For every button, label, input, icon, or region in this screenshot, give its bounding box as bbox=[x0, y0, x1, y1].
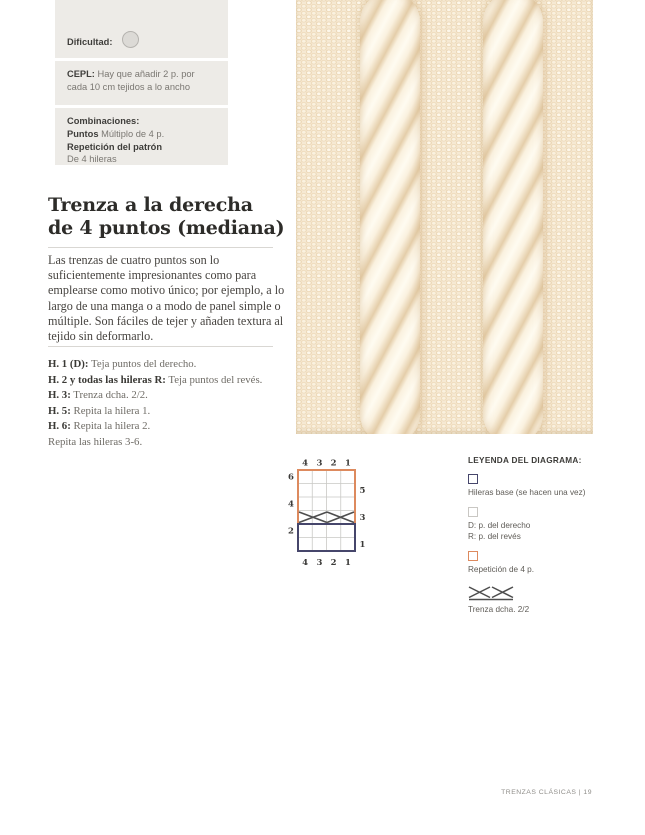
base-rows-swatch-icon bbox=[468, 474, 478, 484]
legend-label: D: p. del derecho bbox=[468, 521, 531, 530]
svg-text:2: 2 bbox=[330, 558, 337, 568]
chart-left-numbers bbox=[288, 473, 294, 537]
instruction-row: Repita las hileras 3-6. bbox=[48, 435, 143, 448]
cepl-section bbox=[55, 61, 228, 105]
pattern-info-box bbox=[55, 0, 228, 168]
chart-legend bbox=[468, 455, 608, 624]
page-footer: TRENZAS CLÁSICAS | 19 bbox=[501, 789, 592, 796]
legend-label: Trenza dcha. 2/2 bbox=[468, 605, 530, 614]
repeat-swatch-icon bbox=[468, 551, 478, 561]
divider bbox=[48, 346, 273, 347]
chart-grid bbox=[298, 470, 355, 551]
svg-text:3: 3 bbox=[359, 513, 366, 523]
divider bbox=[48, 247, 273, 248]
knit-purl-swatch-icon bbox=[468, 507, 478, 517]
pattern-repeat-label: Repetición del patrón bbox=[67, 141, 163, 152]
chart-bottom-numbers bbox=[302, 558, 351, 568]
instruction-row: H. 1 (D): Teja puntos del derecho. bbox=[48, 358, 197, 370]
legend-item-base-rows bbox=[468, 474, 608, 498]
cable-rope-left bbox=[360, 0, 420, 434]
instruction-row: H. 6: Repita la hilera 2. bbox=[48, 420, 151, 432]
svg-text:1: 1 bbox=[344, 558, 351, 568]
intro-paragraph: Las trenzas de cuatro puntos son lo suficientemente impresionantes como para emplearse como motivo único; por ejemplo, a lo largo de una manga o a modo de panel simple o múltiple. Son fáciles de tejer y añaden textura al tejido sin deformarlo. bbox=[48, 253, 285, 344]
svg-text:4: 4 bbox=[302, 458, 309, 469]
combinations-label: Combinaciones: bbox=[67, 116, 140, 126]
legend-item-cable bbox=[468, 584, 608, 615]
svg-text:2: 2 bbox=[288, 526, 294, 537]
points-label: Puntos bbox=[67, 128, 99, 139]
legend-item-repeat bbox=[468, 551, 608, 575]
cepl-text: Hay que añadir 2 p. por cada 10 cm tejidos a lo ancho bbox=[67, 69, 195, 92]
instruction-row: H. 5: Repita la hilera 1. bbox=[48, 404, 151, 417]
svg-text:4: 4 bbox=[302, 558, 309, 568]
cepl-label: CEPL: bbox=[67, 69, 95, 79]
legend-label: Repetición de 4 p. bbox=[468, 565, 534, 574]
svg-text:6: 6 bbox=[288, 472, 294, 483]
instruction-row: H. 2 y todas las hileras R: Teja puntos del revés. bbox=[48, 373, 263, 386]
row-instructions bbox=[48, 357, 293, 450]
stitch-chart bbox=[283, 448, 383, 578]
knit-swatch-photo bbox=[296, 0, 593, 434]
legend-label: Hileras base (se hacen una vez) bbox=[468, 488, 586, 497]
cable-rope-right bbox=[483, 0, 543, 434]
svg-text:3: 3 bbox=[316, 558, 323, 568]
legend-item-knit-purl bbox=[468, 507, 608, 542]
legend-heading: LEYENDA DEL DIAGRAMA: bbox=[468, 456, 582, 465]
difficulty-label: Dificultad: bbox=[67, 37, 113, 48]
svg-text:2: 2 bbox=[330, 458, 337, 469]
svg-text:1: 1 bbox=[344, 458, 351, 469]
svg-text:3: 3 bbox=[316, 458, 323, 469]
combinations-section bbox=[55, 108, 228, 165]
pattern-repeat-text: De 4 hileras bbox=[67, 154, 117, 165]
instruction-row: H. 3: Trenza dcha. 2/2. bbox=[48, 389, 148, 401]
cable-cross-symbol-icon bbox=[468, 584, 514, 601]
svg-text:1: 1 bbox=[359, 540, 366, 550]
chart-top-numbers bbox=[302, 459, 351, 469]
page-title: Trenza a la derecha de 4 puntos (mediana) bbox=[48, 194, 285, 239]
difficulty-dot-icon bbox=[122, 31, 139, 48]
svg-text:4: 4 bbox=[288, 499, 294, 510]
difficulty-section bbox=[55, 0, 228, 58]
points-text: Múltiplo de 4 p. bbox=[98, 128, 165, 139]
chart-right-numbers bbox=[360, 486, 366, 550]
legend-label: R: p. del revés bbox=[468, 532, 521, 541]
svg-text:5: 5 bbox=[359, 486, 366, 496]
